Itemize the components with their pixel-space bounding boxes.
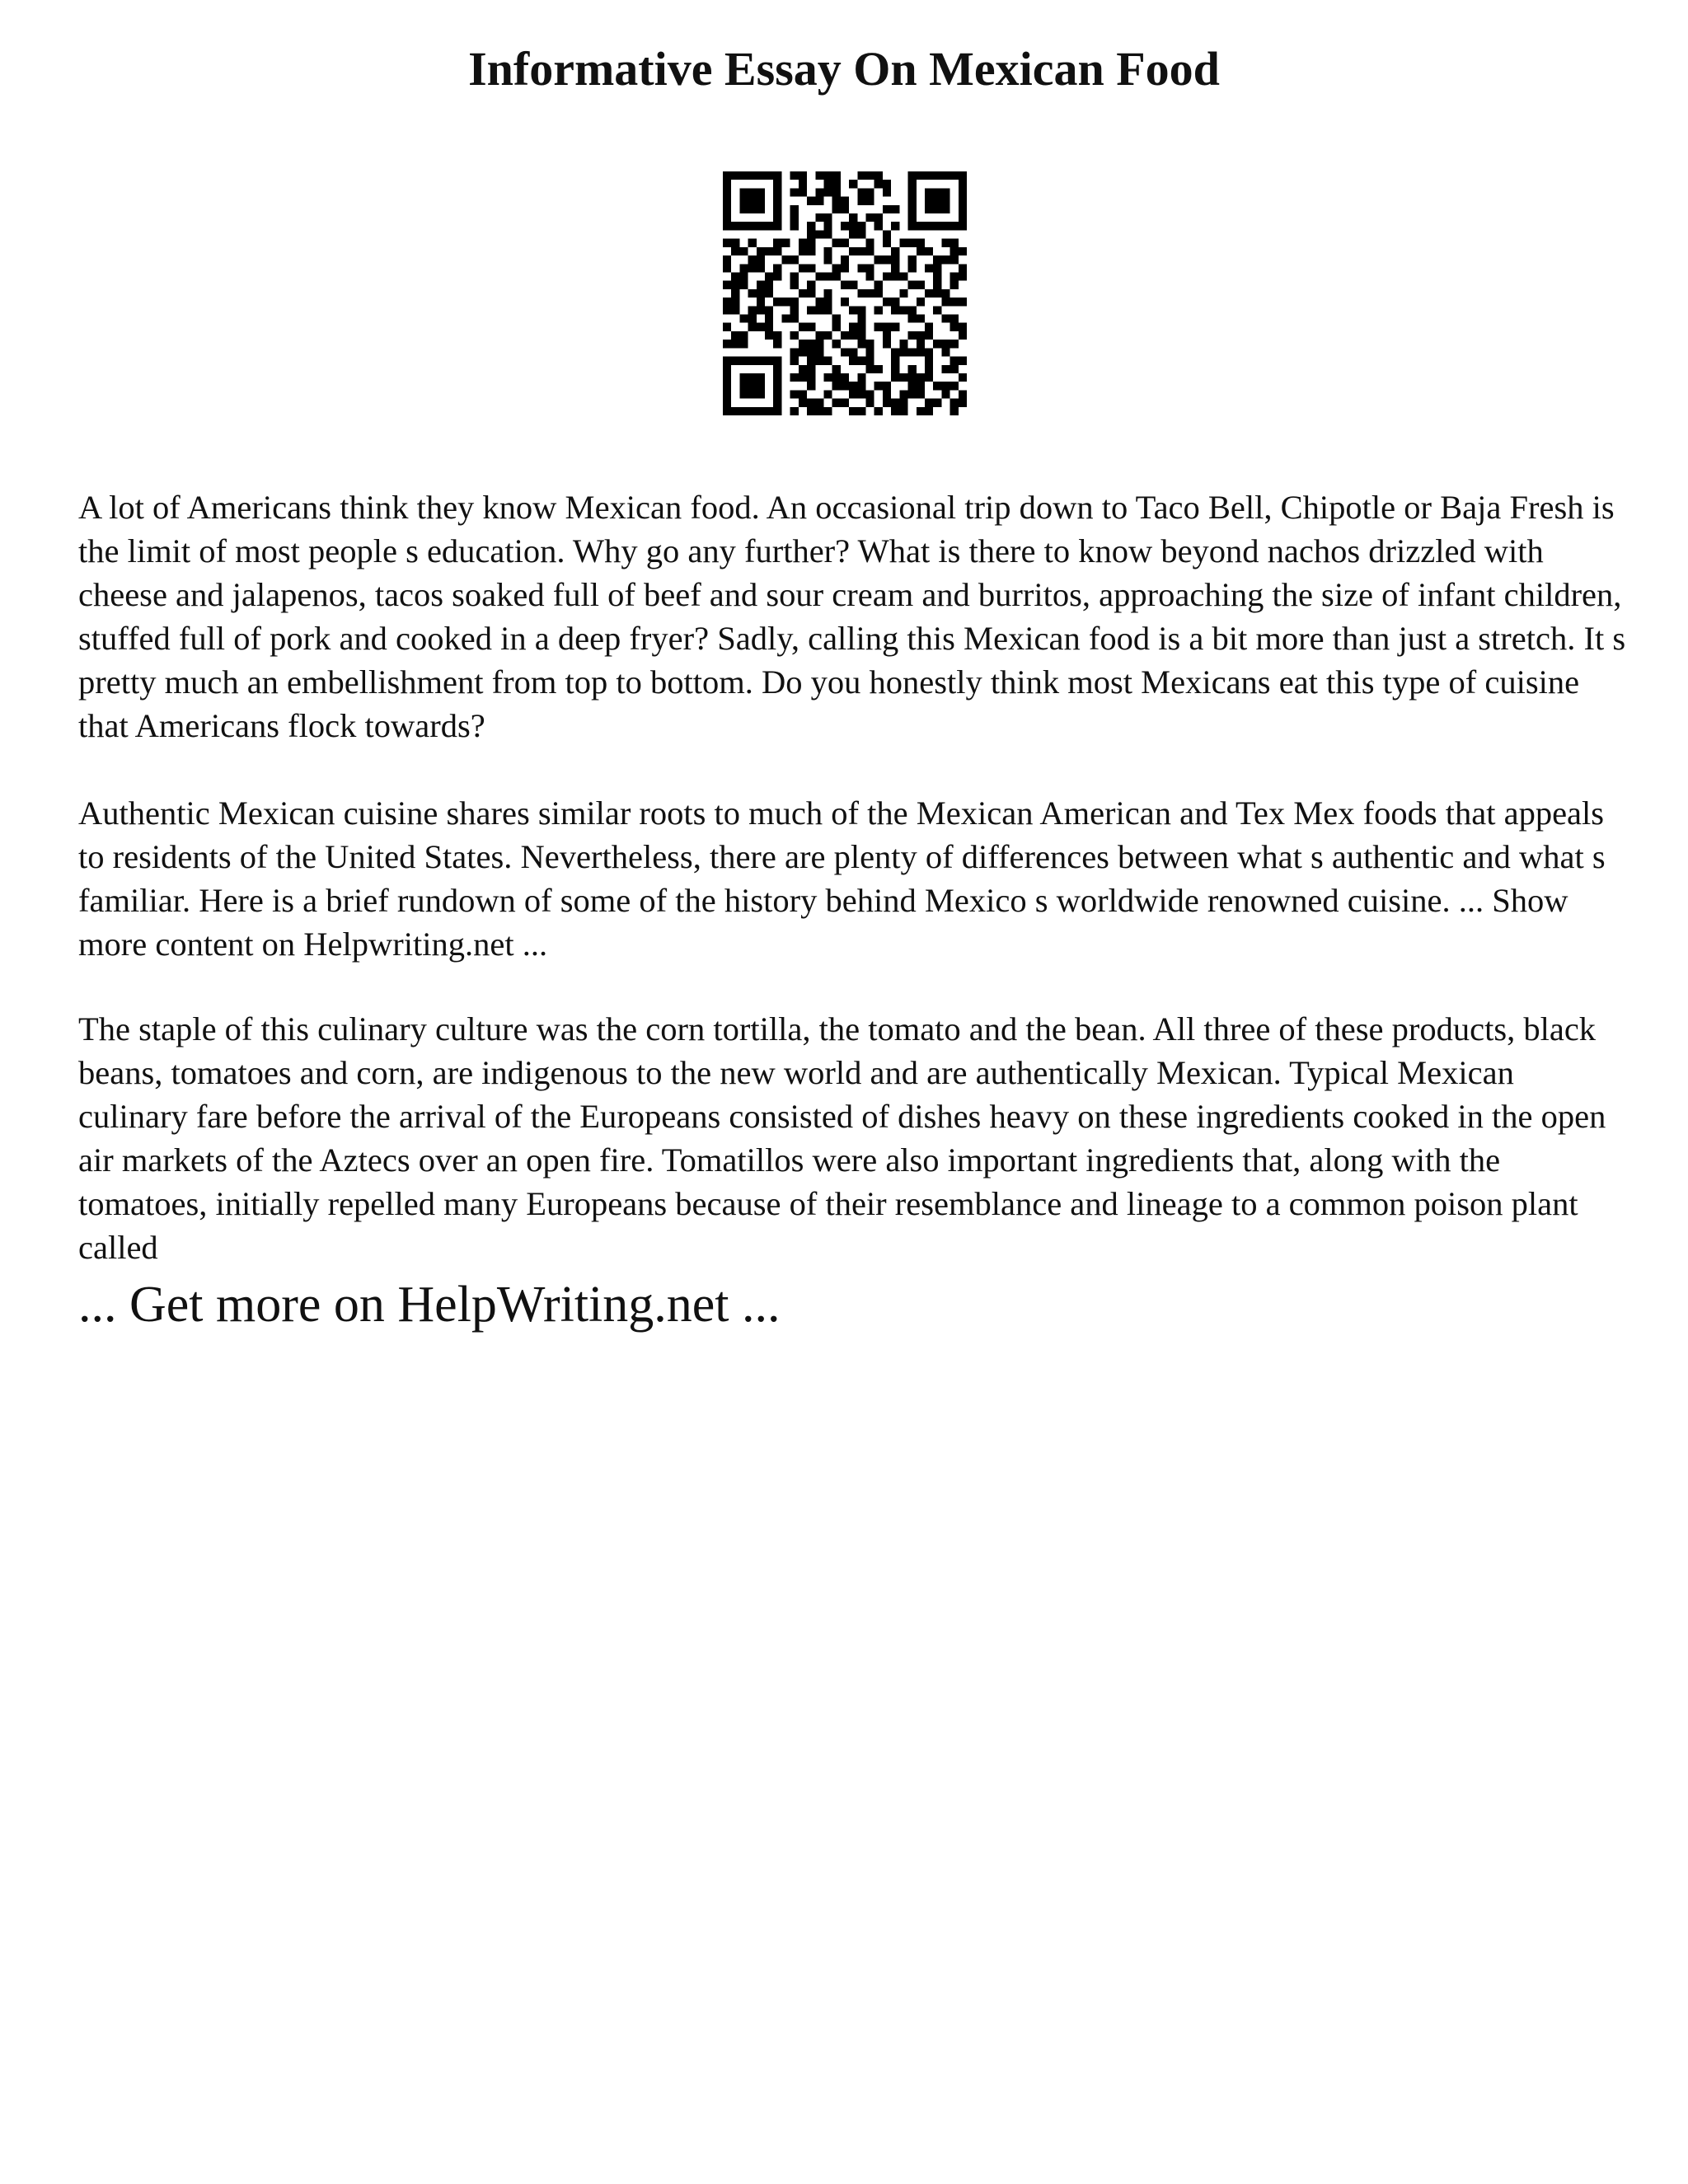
essay-paragraph-1: A lot of Americans think they know Mexican food. An occasional trip down to Taco Bell, Chipotle or Baja Fresh is the limit of most people s education. Why go any further? What is there to know beyond nachos drizzled with cheese and jalapenos, tacos soaked full of beef and sour cream and burritos, approaching the size of infant children, stuffed full of pork and cooked in a deep fryer? Sadly, calling this Mexican food is a bit more than just a stretch. It s pretty much an embellishment from top to bottom. Do you honestly think most Mexicans eat this type of cuisine that Americans flock towards? xyxy=(78,489,1626,744)
get-more-link[interactable]: ... Get more on HelpWriting.net ... xyxy=(78,1277,781,1333)
qr-code-icon[interactable] xyxy=(723,171,967,415)
essay-paragraph-3: The staple of this culinary culture was the corn tortilla, the tomato and the bean. All three of these products, black beans, tomatoes and corn, are indigenous to the new world and are authentically Mexican. Typical Mexican culinary fare before the arrival of the Europeans consisted of dishes heavy on these ingredients cooked in the open air markets of the Aztecs over an open fire. Tomatillos were also important ingredients that, along with the tomatoes, initially repelled many Europeans because of their resemblance and lineage to a common poison plant called xyxy=(78,1010,1606,1266)
essay-paragraph-2: Authentic Mexican cuisine shares similar roots to much of the Mexican American and Tex Mex foods that appeals to residents of the United States. Nevertheless, there are plenty of differences between what s authentic and what s familiar. Here is a brief rundown of some of the history behind Mexico s worldwide renowned cuisine. ... Show more content on Helpwriting.net ... xyxy=(78,794,1606,963)
page-title: Informative Essay On Mexican Food xyxy=(468,42,1220,96)
